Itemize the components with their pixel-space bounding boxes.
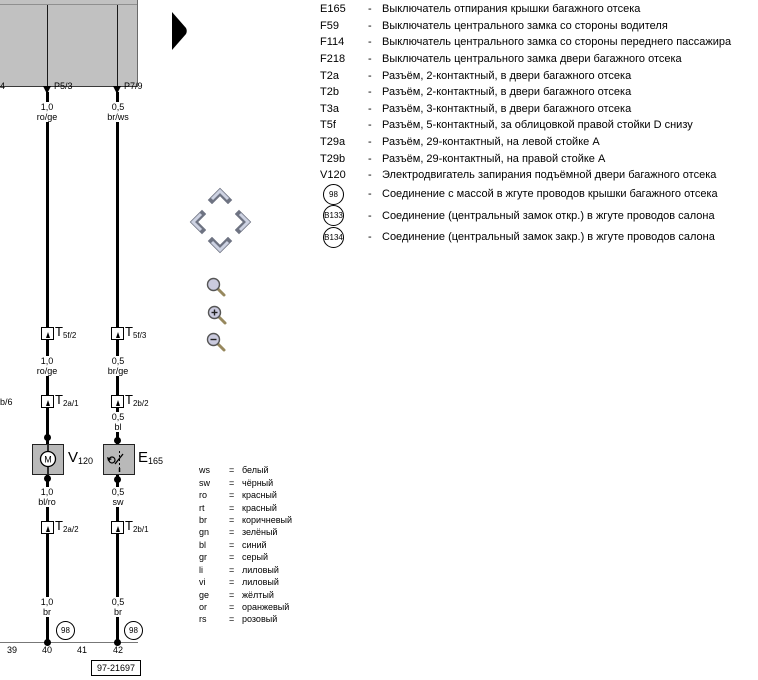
current-track-station-box bbox=[0, 0, 138, 87]
wire-color-legend bbox=[199, 464, 329, 626]
wire-label: 1,0 br bbox=[27, 597, 67, 617]
wire-label: 1,0 ro/ge bbox=[27, 356, 67, 376]
connector-label: $T_{2b/1}$ bbox=[125, 518, 149, 534]
pin-label: P7/9 bbox=[124, 81, 143, 91]
legend-row: T3a - Разъём, 3-контактный, в двери багажного отсека bbox=[320, 102, 632, 115]
legend-row: B133 - Соединение (центральный замок откр.) в жгуте проводов салона bbox=[320, 205, 757, 226]
ground-symbol: 98 bbox=[323, 184, 344, 205]
connector-symbol-t5f3 bbox=[111, 327, 124, 340]
color-row: li = лиловый bbox=[199, 564, 279, 575]
switch-icon bbox=[104, 445, 134, 474]
station-wire-right bbox=[117, 5, 118, 86]
pan-left-icon[interactable] bbox=[189, 209, 206, 235]
svg-text:M: M bbox=[44, 454, 52, 465]
page-forward-arrow-icon[interactable] bbox=[171, 12, 189, 50]
connector-symbol-t2b2 bbox=[111, 395, 124, 408]
pin-label: P5/3 bbox=[54, 81, 73, 91]
connector-symbol-t2a2 bbox=[41, 521, 54, 534]
wire-label: 1,0 bl/ro bbox=[27, 487, 67, 507]
legend-row: F218 - Выключатель центрального замка двери багажного отсека bbox=[320, 53, 682, 66]
color-row: ge = жёлтый bbox=[199, 589, 274, 600]
color-row: gn = зелёный bbox=[199, 527, 278, 538]
ground-symbol: 98 bbox=[124, 621, 143, 640]
pan-right-icon[interactable] bbox=[235, 209, 252, 235]
track-number: 40 bbox=[41, 645, 52, 655]
legend-row: T2a - Разъём, 2-контактный, в двери багажного отсека bbox=[320, 69, 632, 82]
connector-label: $T_{5f/3}$ bbox=[125, 324, 147, 340]
ground-symbol: 98 bbox=[56, 621, 75, 640]
connector-label: $T_{2a/2}$ bbox=[55, 518, 79, 534]
component-label-e165: $E_{165}$ bbox=[138, 449, 164, 466]
legend-row: E165 - Выключатель отпирания крышки багажного отсека bbox=[320, 3, 641, 16]
track-number: 41 bbox=[76, 645, 87, 655]
sheet-number: 97-21697 bbox=[91, 660, 141, 676]
color-row: rs = розовый bbox=[199, 614, 278, 625]
wire-label: 0,5 bl bbox=[98, 412, 138, 432]
wire-label: 0,5 br bbox=[98, 597, 138, 617]
legend-row: 98 - Соединение с массой в жгуте проводов крышки багажного отсека bbox=[320, 184, 757, 205]
legend-row: V120 - Электродвигатель запирания подъёмной двери багажного отсека bbox=[320, 169, 717, 182]
color-row: ws = белый bbox=[199, 465, 269, 476]
pin-label-partial: 4 bbox=[0, 81, 6, 91]
connector-symbol-t2b1 bbox=[111, 521, 124, 534]
connector-label: $T_{2a/1}$ bbox=[55, 392, 79, 408]
zoom-in-icon[interactable] bbox=[206, 304, 228, 326]
connector-symbol-t2a1 bbox=[41, 395, 54, 408]
wire-label: 1,0 ro/ge bbox=[27, 102, 67, 122]
color-row: vi = лиловый bbox=[199, 577, 279, 588]
color-row: bl = синий bbox=[199, 539, 267, 550]
pan-down-icon[interactable] bbox=[207, 237, 233, 254]
pan-up-icon[interactable] bbox=[207, 187, 233, 204]
wire-label: 0,5 br/ws bbox=[98, 102, 138, 122]
track-number: 42 bbox=[112, 645, 123, 655]
connector-label: $T_{5f/2}$ bbox=[55, 324, 77, 340]
motor-icon bbox=[33, 445, 63, 474]
junction-dot bbox=[114, 476, 121, 483]
wire-label: 0,5 br/ge bbox=[98, 356, 138, 376]
component-v120-motor bbox=[32, 444, 64, 475]
color-row: ro = красный bbox=[199, 490, 277, 501]
color-row: or = оранжевый bbox=[199, 602, 290, 613]
magnifier-icon[interactable] bbox=[205, 276, 227, 298]
legend-row: F59 - Выключатель центрального замка со стороны водителя bbox=[320, 19, 668, 32]
connector-symbol-t5f2 bbox=[41, 327, 54, 340]
junction-dot bbox=[44, 475, 51, 482]
track-number: 39 bbox=[6, 645, 17, 655]
legend-row: T2b - Разъём, 2-контактный, в двери багажного отсека bbox=[320, 86, 632, 99]
legend-row: F114 - Выключатель центрального замка со стороны переднего пассажира bbox=[320, 36, 732, 49]
zoom-out-icon[interactable] bbox=[205, 331, 227, 353]
color-row: br = коричневый bbox=[199, 514, 293, 525]
legend-row: T29b - Разъём, 29-контактный, на правой стойке A bbox=[320, 152, 606, 165]
legend-row: T29a - Разъём, 29-контактный, на левой стойке A bbox=[320, 136, 600, 149]
splice-symbol: B134 bbox=[323, 227, 344, 248]
component-e165-switch bbox=[103, 444, 135, 475]
splice-symbol: B133 bbox=[323, 205, 344, 226]
color-row: rt = красный bbox=[199, 502, 277, 513]
component-label-v120: $V_{120}$ bbox=[68, 449, 94, 466]
color-row: sw = чёрный bbox=[199, 477, 274, 488]
junction-dot bbox=[44, 434, 51, 441]
color-row: gr = серый bbox=[199, 552, 269, 563]
component-legend bbox=[320, 1, 757, 248]
legend-row: B134 - Соединение (центральный замок закр.) в жгуте проводов салона bbox=[320, 226, 757, 247]
legend-row: T5f - Разъём, 5-контактный, за облицовкой правой стойки D снизу bbox=[320, 119, 693, 132]
connector-label: $T_{2b/2}$ bbox=[125, 392, 149, 408]
wire-label: 0,5 sw bbox=[98, 487, 138, 507]
station-wire-left bbox=[47, 5, 48, 86]
wire-label-partial: b/6 bbox=[0, 397, 13, 407]
junction-dot bbox=[114, 437, 121, 444]
